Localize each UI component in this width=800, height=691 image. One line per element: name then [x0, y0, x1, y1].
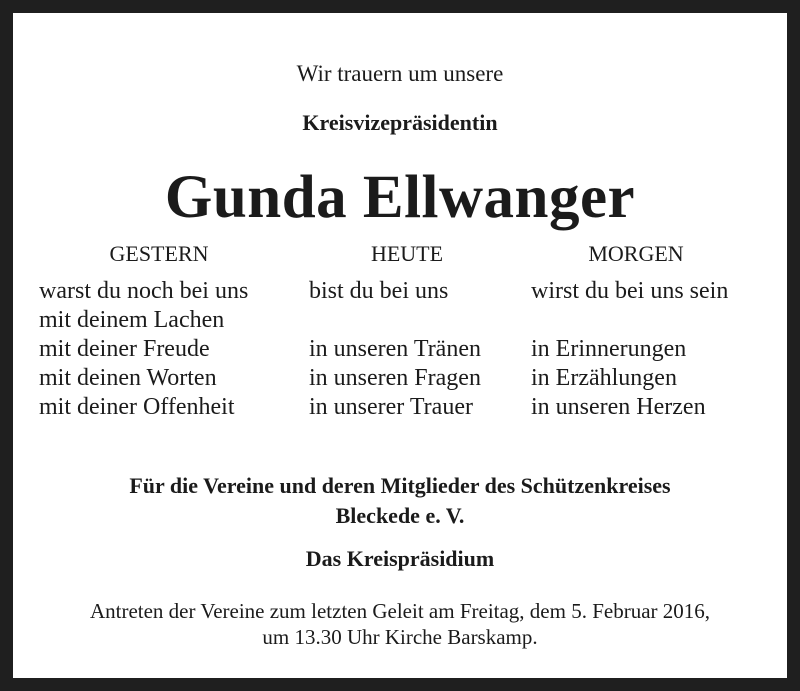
column-morgen: [531, 241, 741, 422]
column-heading: MORGEN: [588, 241, 684, 266]
verse-line: mit deinen Worten: [39, 365, 217, 391]
verse-columns: [13, 241, 787, 451]
verse-line: in unseren Fragen: [309, 365, 481, 391]
role-title: Kreisvizepräsidentin: [302, 110, 498, 135]
column-gestern: [39, 241, 279, 422]
deceased-name: Gunda Ellwanger: [164, 164, 636, 231]
verse-line: in unseren Tränen: [309, 336, 481, 362]
verse-line: mit deinem Lachen: [39, 307, 225, 333]
verse-line: [531, 306, 741, 335]
verse-line: [309, 306, 505, 335]
column-heute: [309, 241, 505, 422]
signature: Das Kreispräsidium: [305, 546, 495, 571]
organization-line-1: Für die Vereine und deren Mitglieder des Schützenkreises: [129, 473, 671, 498]
funeral-notice: [13, 598, 787, 650]
column-heading: GESTERN: [109, 241, 209, 266]
verse-line: in Erinnerungen: [531, 336, 687, 362]
column-heading: HEUTE: [370, 241, 444, 266]
organization-block: [13, 471, 787, 531]
verse-line: warst du noch bei uns: [39, 278, 249, 304]
verse-line: wirst du bei uns sein: [531, 278, 729, 304]
funeral-line-1: Antreten der Vereine zum letzten Geleit am Freitag, dem 5. Februar 2016,: [89, 599, 711, 623]
verse-line: mit deiner Freude: [39, 336, 210, 362]
verse-line: mit deiner Offenheit: [39, 394, 235, 420]
funeral-line-2: um 13.30 Uhr Kirche Barskamp.: [262, 625, 538, 649]
verse-line: in Erzählungen: [531, 365, 677, 391]
verse-line: bist du bei uns: [309, 278, 449, 304]
intro-text: Wir trauern um unsere: [296, 61, 504, 86]
verse-line: in unseren Herzen: [531, 394, 706, 420]
verse-line: in unserer Trauer: [309, 394, 473, 420]
organization-line-2: Bleckede e. V.: [335, 503, 465, 528]
